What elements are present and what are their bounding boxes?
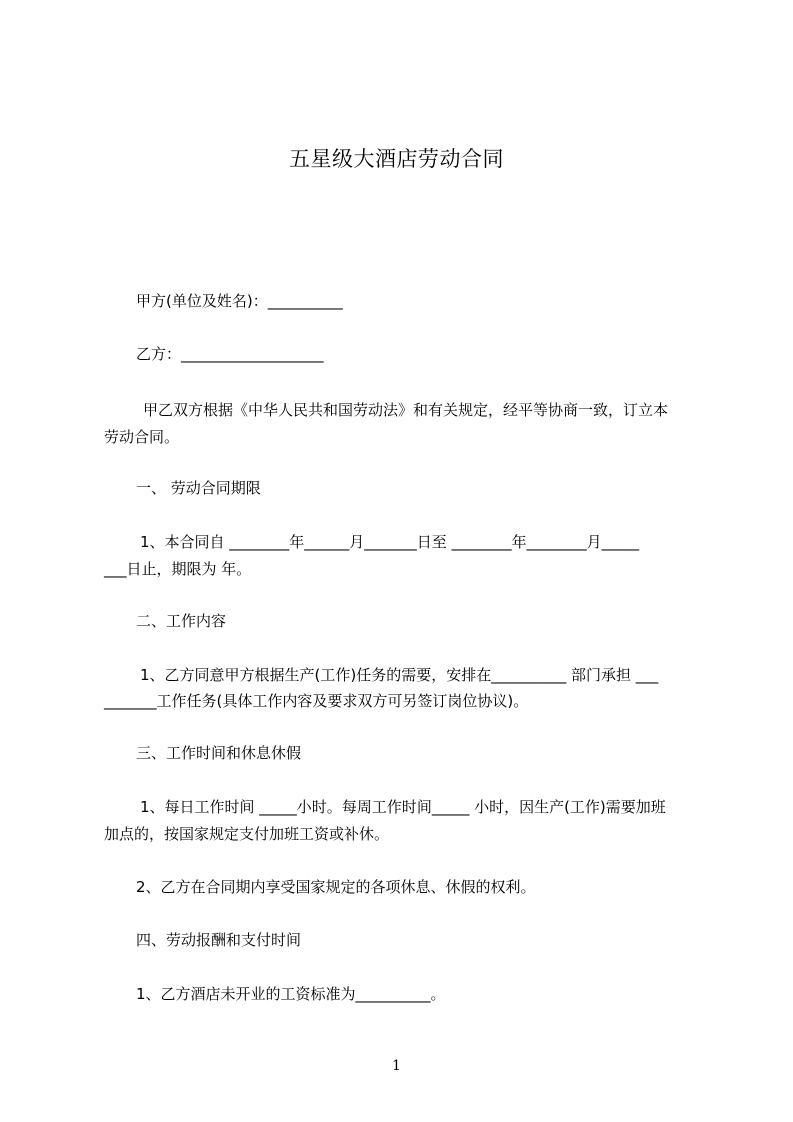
clause-work-1-line-1: 1、乙方同意甲方根据生产(工作)任务的需要，安排在__________ 部门承担 ___ bbox=[140, 666, 659, 684]
party-a-line: 甲方(单位及姓名)：__________ bbox=[136, 292, 343, 310]
section-heading-work-content: 二、工作内容 bbox=[136, 612, 227, 630]
document-title: 五星级大酒店劳动合同 bbox=[289, 147, 504, 171]
intro-paragraph-line-1: 甲乙双方根据《中华人民共和国劳动法》和有关规定，经平等协商一致，订立本 bbox=[143, 401, 669, 419]
intro-paragraph-line-2: 劳动合同。 bbox=[104, 428, 180, 446]
section-heading-working-hours: 三、工作时间和休息休假 bbox=[136, 744, 302, 762]
clause-term-1-line-1: 1、本合同自 ________年______月_______日至 ________年________月_____ bbox=[140, 533, 640, 551]
section-heading-term: 一、 劳动合同期限 bbox=[136, 479, 261, 497]
page-number: 1 bbox=[392, 1058, 401, 1074]
party-b-line: 乙方：___________________ bbox=[136, 345, 324, 363]
section-heading-remuneration: 四、劳动报酬和支付时间 bbox=[136, 931, 302, 949]
clause-hours-1-line-2: 加点的，按国家规定支付加班工资或补休。 bbox=[104, 825, 390, 843]
clause-hours-1-line-1: 1、每日工作时间 _____小时。每周工作时间_____ 小时，因生产(工作)需要加班 bbox=[140, 798, 666, 816]
clause-pay-1: 1、乙方酒店未开业的工资标准为__________。 bbox=[136, 985, 446, 1003]
clause-work-1-line-2: _______工作任务(具体工作内容及要求双方可另签订岗位协议)。 bbox=[104, 692, 529, 710]
clause-hours-2: 2、乙方在合同期内享受国家规定的各项休息、休假的权利。 bbox=[136, 878, 536, 896]
clause-term-1-line-2: ___日止，期限为 年。 bbox=[104, 560, 252, 578]
